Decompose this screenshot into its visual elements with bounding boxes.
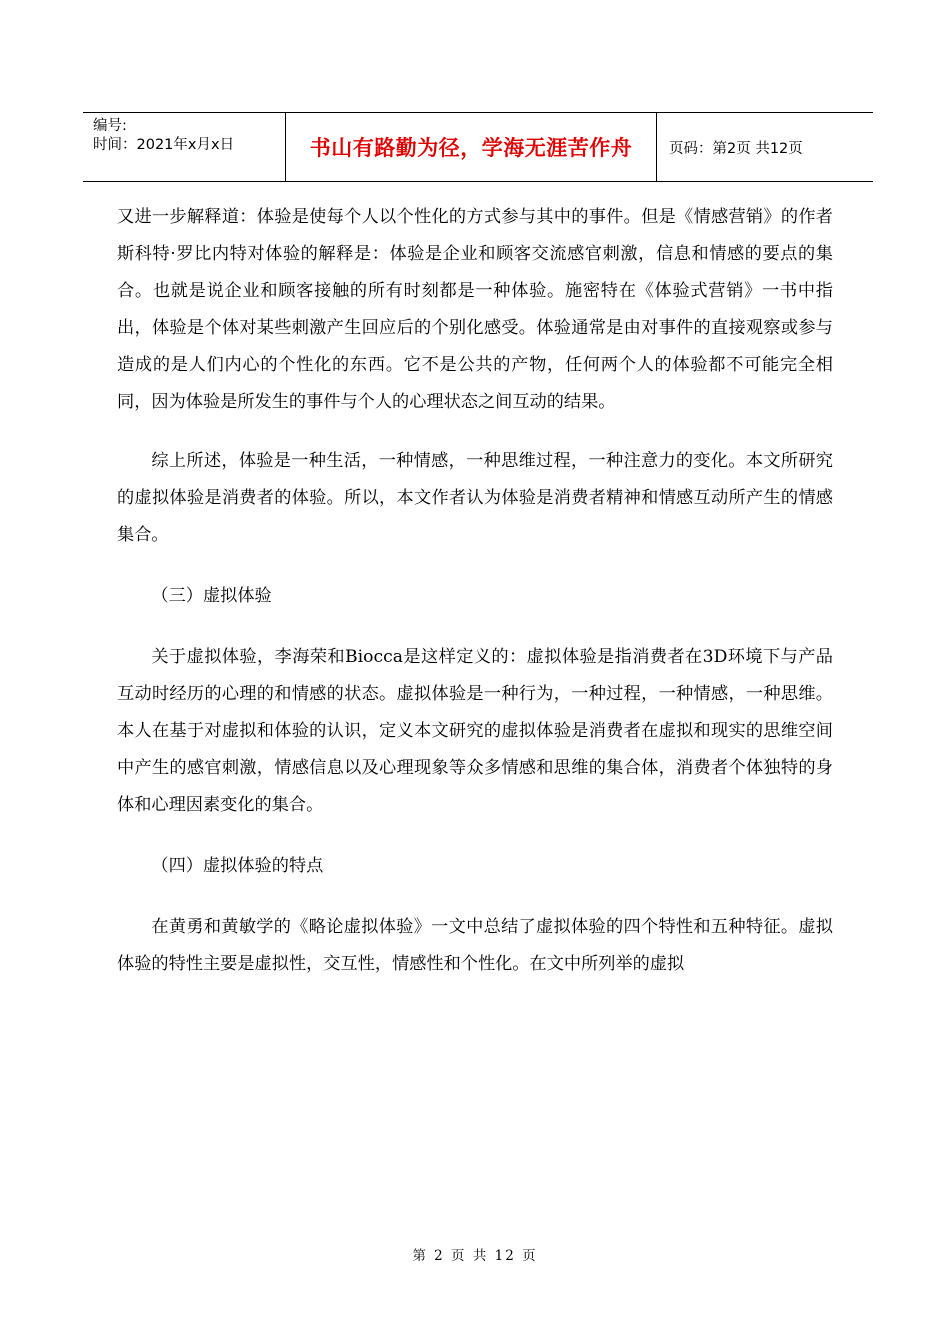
page-footer: 第 2 页 共 12 页 bbox=[412, 1248, 538, 1264]
document-body bbox=[117, 199, 833, 983]
paragraph-virtual-experience-features: 在黄勇和黄敏学的《略论虚拟体验》一文中总结了虚拟体验的四个特性和五种特征。虚拟体验的特性主要是虚拟性，交互性，情感性和个性化。在文中所列举的虚拟 bbox=[117, 917, 833, 974]
header-table bbox=[83, 112, 873, 182]
paragraph-summary: 综上所述，体验是一种生活，一种情感，一种思维过程，一种注意力的变化。本文所研究的虚拟体验是消费者的体验。所以，本文作者认为体验是消费者精神和情感互动所产生的情感集合。 bbox=[117, 451, 833, 545]
section-heading-virtual-experience: （三）虚拟体验 bbox=[151, 586, 272, 606]
paragraph-virtual-experience-definition: 关于虚拟体验，李海荣和Biocca是这样定义的：虚拟体验是指消费者在3D环境下与产品互动时经历的心理的和情感的状态。虚拟体验是一种行为，一种过程，一种情感，一种思维。本人在基于对虚拟和体验的认识，定义本文研究的虚拟体验是消费者在虚拟和现实的思维空间中产生的感官刺激，情感信息以及心理现象等众多情感和思维的集合体，消费者个体独特的身体和心理因素变化的集合。 bbox=[117, 647, 833, 815]
document-date-label: 时间：2021年x月x日 bbox=[93, 137, 235, 153]
header-left-cell bbox=[83, 113, 285, 181]
section-heading-virtual-experience-features: （四）虚拟体验的特点 bbox=[151, 856, 324, 876]
header-motto: 书山有路勤为径，学海无涯苦作舟 bbox=[285, 113, 657, 181]
document-number-label: 编号: bbox=[93, 118, 127, 134]
paragraph-experience-definition: 又进一步解释道：体验是使每个人以个性化的方式参与其中的事件。但是《情感营销》的作者斯科特·罗比内特对体验的解释是：体验是企业和顾客交流感官刺激，信息和情感的要点的集合。也就是说企业和顾客接触的所有时刻都是一种体验。施密特在《体验式营销》一书中指出，体验是个体对某些刺激产生回应后的个别化感受。体验通常是由对事件的直接观察或参与造成的是人们内心的个性化的东西。它不是公共的产物，任何两个人的体验都不可能完全相同，因为体验是所发生的事件与个人的心理状态之间互动的结果。 bbox=[117, 207, 833, 412]
header-page-info: 页码：第2页 共12页 bbox=[669, 140, 803, 157]
